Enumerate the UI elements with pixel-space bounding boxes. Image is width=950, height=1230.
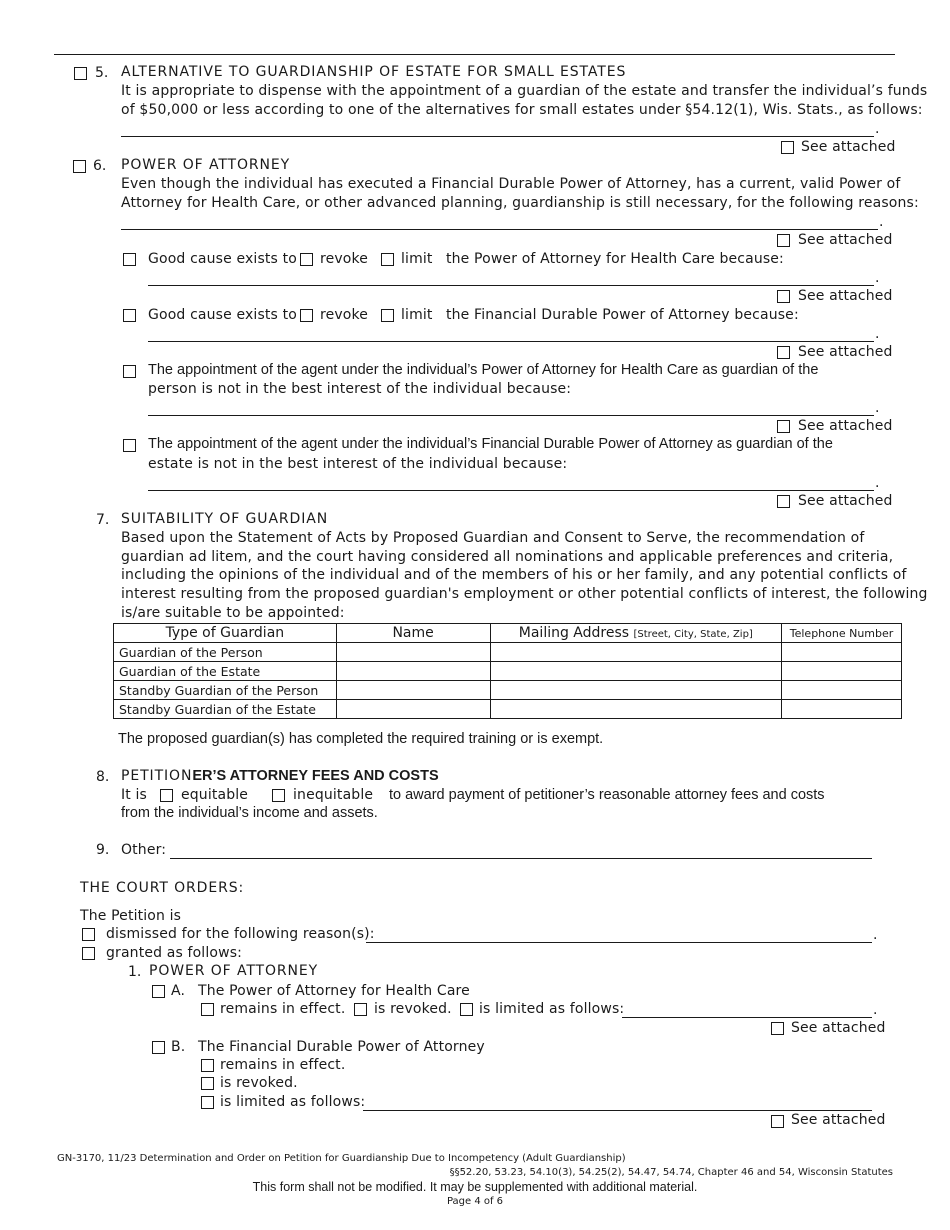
section-6-see-attached-checkbox[interactable] [777, 234, 790, 247]
section-8-heading-part2: ER’S ATTORNEY FEES AND COSTS [192, 768, 439, 784]
agent-fin-period: . [875, 475, 880, 491]
section-5-see-attached-checkbox[interactable] [781, 141, 794, 154]
order-1b-limited-checkbox[interactable] [201, 1096, 214, 1109]
agent-fin-line2: estate is not in the best interest of the individual because: [148, 456, 568, 472]
phone-cell[interactable] [782, 700, 902, 719]
agent-fin-checkbox[interactable] [123, 439, 136, 452]
guardian-type-cell: Standby Guardian of the Estate [114, 700, 337, 719]
order-1a-period: . [873, 1002, 878, 1018]
guardian-type-cell: Guardian of the Person [114, 643, 337, 662]
section-5-see-attached-label: See attached [801, 139, 896, 155]
order-1a-revoked-label: is revoked. [374, 1001, 452, 1017]
good-cause-hc-prefix: Good cause exists to [148, 251, 297, 267]
agent-hc-period: . [875, 400, 880, 416]
order-1-heading: POWER OF ATTORNEY [149, 963, 319, 979]
phone-cell[interactable] [782, 643, 902, 662]
section-7-text-line5: is/are suitable to be appointed: [121, 605, 345, 621]
address-cell[interactable] [490, 643, 782, 662]
agent-hc-see-attached-label: See attached [798, 418, 893, 434]
guardian-type-cell: Guardian of the Estate [114, 662, 337, 681]
section-5-text-line1: It is appropriate to dispense with the appointment of a guardian of the estate and transfer the individual’s funds [121, 83, 928, 99]
agent-hc-checkbox[interactable] [123, 365, 136, 378]
section-8-number: 8. [96, 769, 110, 785]
good-cause-hc-revoke-label: revoke [320, 251, 369, 267]
section-7-text-line2: guardian ad litem, and the court having considered all nominations and applicable preferences and criteria, [121, 549, 894, 565]
section-5-period: . [875, 121, 880, 137]
agent-fin-line1: The appointment of the agent under the individual’s Financial Durable Power of Attorney as guardian of the [148, 436, 833, 452]
order-1b-checkbox[interactable] [152, 1041, 165, 1054]
footer-form-id: GN-3170, 11/23 Determination and Order on Petition for Guardianship Due to Incompetency (Adult Guardianship) [57, 1153, 626, 1164]
agent-fin-answer-line[interactable] [148, 490, 874, 491]
section-6-see-attached-label: See attached [798, 232, 893, 248]
order-1b-remains-label: remains in effect. [220, 1057, 346, 1073]
table-row [114, 681, 902, 700]
col-type-of-guardian: Type of Guardian [114, 624, 337, 643]
good-cause-fin-period: . [875, 326, 880, 342]
section-7-number: 7. [96, 512, 110, 528]
order-1b-limited-answer-line[interactable] [363, 1110, 872, 1111]
order-1a-see-attached-checkbox[interactable] [771, 1022, 784, 1035]
good-cause-fin-limit-checkbox[interactable] [381, 309, 394, 322]
section-7-text-line4: interest resulting from the proposed guardian's employment or other potential conflicts of interest, the following [121, 586, 928, 602]
section-6-period: . [879, 214, 884, 230]
good-cause-hc-limit-checkbox[interactable] [381, 253, 394, 266]
table-row [114, 700, 902, 719]
good-cause-hc-answer-line[interactable] [148, 285, 874, 286]
order-1a-remains-label: remains in effect. [220, 1001, 346, 1017]
section-7-heading: SUITABILITY OF GUARDIAN [121, 511, 329, 527]
good-cause-hc-checkbox[interactable] [123, 253, 136, 266]
good-cause-hc-see-attached-checkbox[interactable] [777, 290, 790, 303]
agent-hc-line2: person is not in the best interest of the individual because: [148, 381, 572, 397]
order-1a-see-attached-label: See attached [791, 1020, 886, 1036]
order-1b-limited-label: is limited as follows: [220, 1094, 366, 1110]
section-8-it-is: It is [121, 787, 148, 803]
agent-hc-line1: The appointment of the agent under the individual’s Power of Attorney for Health Care as guardian of the [148, 362, 819, 378]
section-5-number: 5. [95, 65, 109, 81]
order-1a-title: The Power of Attorney for Health Care [198, 983, 470, 999]
section-8-heading-part1: PETITION [121, 768, 193, 784]
section-7-text-line3: including the opinions of the individual and of the members of his or her family, and any potential conflicts of [121, 567, 907, 583]
phone-cell[interactable] [782, 681, 902, 700]
name-cell[interactable] [336, 643, 490, 662]
table-row [114, 643, 902, 662]
granted-checkbox[interactable] [82, 947, 95, 960]
col-mailing-address [490, 624, 782, 643]
order-1b-revoked-label: is revoked. [220, 1075, 298, 1091]
good-cause-fin-prefix: Good cause exists to [148, 307, 297, 323]
equitable-label: equitable [181, 787, 249, 803]
good-cause-hc-revoke-checkbox[interactable] [300, 253, 313, 266]
good-cause-hc-limit-label: limit [401, 251, 433, 267]
granted-label: granted as follows: [106, 945, 243, 961]
section-5-answer-line[interactable] [121, 136, 874, 137]
section-5-checkbox[interactable] [74, 67, 87, 80]
order-1b-remains-checkbox[interactable] [201, 1059, 214, 1072]
order-1b-title: The Financial Durable Power of Attorney [198, 1039, 485, 1055]
section-5-heading: ALTERNATIVE TO GUARDIANSHIP OF ESTATE FOR SMALL ESTATES [121, 64, 627, 80]
dismissed-answer-line[interactable] [366, 942, 872, 943]
guardian-type-cell: Standby Guardian of the Person [114, 681, 337, 700]
section-6-number: 6. [93, 158, 107, 174]
section-6-heading: POWER OF ATTORNEY [121, 157, 291, 173]
address-cell[interactable] [490, 662, 782, 681]
agent-hc-see-attached-checkbox[interactable] [777, 420, 790, 433]
section-8-line2: from the individual’s income and assets. [121, 805, 378, 821]
col-telephone-number: Telephone Number [782, 624, 902, 643]
training-statement: The proposed guardian(s) has completed the required training or is exempt. [118, 731, 604, 747]
phone-cell[interactable] [782, 662, 902, 681]
petition-is-label: The Petition is [80, 908, 182, 924]
agent-fin-see-attached-checkbox[interactable] [777, 495, 790, 508]
address-cell[interactable] [490, 700, 782, 719]
agent-hc-answer-line[interactable] [148, 415, 874, 416]
order-1b-revoked-checkbox[interactable] [201, 1077, 214, 1090]
inequitable-label: inequitable [293, 787, 374, 803]
section-8-heading [121, 768, 439, 784]
dismissed-checkbox[interactable] [82, 928, 95, 941]
section-6-answer-line[interactable] [121, 229, 878, 230]
order-1b-see-attached-checkbox[interactable] [771, 1115, 784, 1128]
order-1a-revoked-checkbox[interactable] [354, 1003, 367, 1016]
dismissed-period: . [873, 927, 878, 943]
section-9-answer-line[interactable] [170, 858, 872, 859]
order-1b-label: B. [171, 1039, 186, 1055]
section-5-text-line2: of $50,000 or less according to one of the alternatives for small estates under §54.12(1), Wis. Stats., as follows: [121, 102, 923, 118]
order-1a-checkbox[interactable] [152, 985, 165, 998]
court-orders-heading: THE COURT ORDERS: [80, 880, 245, 896]
good-cause-hc-suffix: the Power of Attorney for Health Care because: [446, 251, 784, 267]
dismissed-label: dismissed for the following reason(s): [106, 926, 375, 942]
good-cause-fin-checkbox[interactable] [123, 309, 136, 322]
good-cause-fin-see-attached-checkbox[interactable] [777, 346, 790, 359]
col-name: Name [336, 624, 490, 643]
good-cause-fin-revoke-label: revoke [320, 307, 369, 323]
good-cause-fin-suffix: the Financial Durable Power of Attorney because: [446, 307, 799, 323]
section-7-text-line1: Based upon the Statement of Acts by Proposed Guardian and Consent to Serve, the recommendation of [121, 530, 865, 546]
name-cell[interactable] [336, 662, 490, 681]
address-cell[interactable] [490, 681, 782, 700]
section-9-label: Other: [121, 842, 167, 858]
section-6-checkbox[interactable] [73, 160, 86, 173]
order-1a-limited-label: is limited as follows: [479, 1001, 625, 1017]
order-1b-see-attached-label: See attached [791, 1112, 886, 1128]
good-cause-fin-see-attached-label: See attached [798, 344, 893, 360]
section-6-text-line1: Even though the individual has executed a Financial Durable Power of Attorney, has a current, valid Power of [121, 176, 901, 192]
top-rule [54, 54, 895, 55]
good-cause-fin-revoke-checkbox[interactable] [300, 309, 313, 322]
order-1-number: 1. [128, 964, 142, 980]
good-cause-hc-period: . [875, 270, 880, 286]
equitable-checkbox[interactable] [160, 789, 173, 802]
order-1a-limited-checkbox[interactable] [460, 1003, 473, 1016]
footer-notice: This form shall not be modified. It may be supplemented with additional material. [252, 1180, 698, 1194]
order-1a-limited-answer-line[interactable] [622, 1017, 872, 1018]
section-9-number: 9. [96, 842, 110, 858]
guardian-table [113, 623, 902, 719]
good-cause-fin-limit-label: limit [401, 307, 433, 323]
section-6-text-line2: Attorney for Health Care, or other advanced planning, guardianship is still necessary, for the following reasons: [121, 195, 919, 211]
footer-page-number: Page 4 of 6 [446, 1196, 504, 1207]
guardian-table-header [114, 624, 902, 643]
table-row [114, 662, 902, 681]
name-cell[interactable] [336, 681, 490, 700]
footer-statutes: §§52.20, 53.23, 54.10(3), 54.25(2), 54.47, 54.74, Chapter 46 and 54, Wisconsin Statutes [449, 1167, 893, 1178]
good-cause-hc-see-attached-label: See attached [798, 288, 893, 304]
section-8-line1-rest: to award payment of petitioner’s reasonable attorney fees and costs [389, 787, 825, 803]
order-1a-remains-checkbox[interactable] [201, 1003, 214, 1016]
good-cause-fin-answer-line[interactable] [148, 341, 874, 342]
col-mailing-address-sub: [Street, City, State, Zip] [633, 629, 753, 640]
order-1a-label: A. [171, 983, 186, 999]
name-cell[interactable] [336, 700, 490, 719]
col-mailing-address-label: Mailing Address [518, 625, 630, 641]
agent-fin-see-attached-label: See attached [798, 493, 893, 509]
inequitable-checkbox[interactable] [272, 789, 285, 802]
